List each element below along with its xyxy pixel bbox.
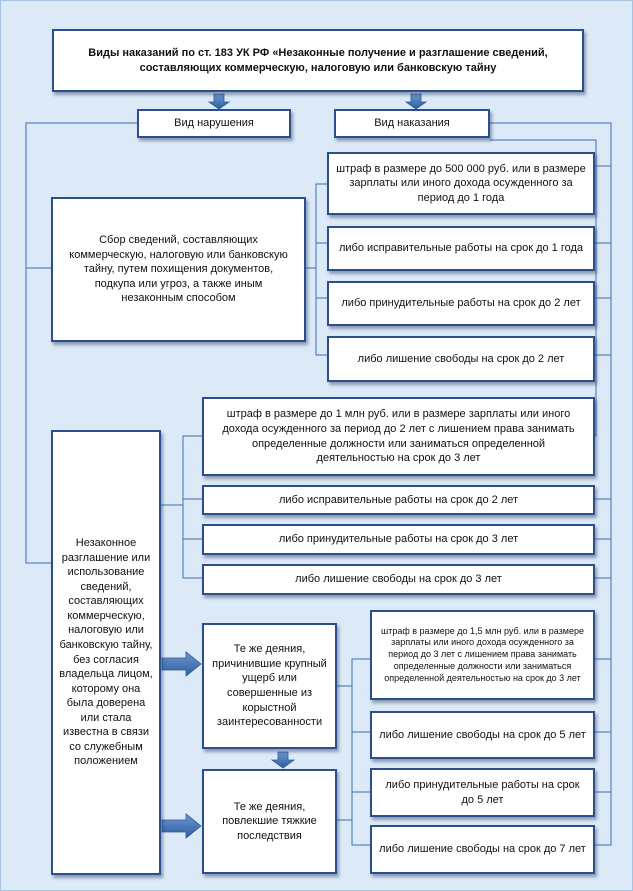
- arrow-right-1: [162, 652, 201, 676]
- bracket-2: [183, 436, 202, 578]
- bracket-3: [352, 659, 370, 845]
- punishment-2-forced-labor: либо принудительные работы на срок до 3 лет: [202, 524, 595, 555]
- arrow-down-right: [406, 94, 426, 109]
- bracket-1: [316, 184, 327, 355]
- punishment-1-correctional: либо исправительные работы на срок до 1 года: [327, 226, 595, 271]
- diagram-title: Виды наказаний по ст. 183 УК РФ «Незаконные получение и разглашение сведений, составляющих коммерческую, налоговую или банковскую тайну: [52, 29, 584, 92]
- header-violation-type: Вид нарушения: [137, 109, 291, 138]
- arrow-down-left: [209, 94, 229, 109]
- violation-disclosure-box: Незаконное разглашение или использование сведений, составляющих коммерческую, налоговую или банковскую тайну, без согласия владельца лицом, которому она была доверена или стала известна в связи со служебным положением: [51, 430, 161, 875]
- header-punishment-type: Вид наказания: [334, 109, 490, 138]
- punishment-4-imprisonment: либо лишение свободы на срок до 7 лет: [370, 825, 595, 874]
- punishment-2-imprisonment: либо лишение свободы на срок до 3 лет: [202, 564, 595, 595]
- punishment-1-fine: штраф в размере до 500 000 руб. или в размере зарплаты или иного дохода осужденного за период до 1 года: [327, 152, 595, 215]
- arrow-down-middle: [272, 752, 294, 768]
- punishment-1-forced-labor: либо принудительные работы на срок до 2 лет: [327, 281, 595, 326]
- punishment-3-imprisonment: либо лишение свободы на срок до 5 лет: [370, 711, 595, 759]
- punishment-3-fine: штраф в размере до 1,5 млн руб. или в размере зарплаты или иного дохода осужденного за период до 3 лет с лишением права занимать определенные должности или заниматься определенной деятельностью на срок до 3 лет: [370, 610, 595, 700]
- aggravated-large-damage-box: Те же деяния, причинившие крупный ущерб или совершенные из корыстной заинтересованности: [202, 623, 337, 749]
- aggravated-grave-consequences-box: Те же деяния, повлекшие тяжкие последствия: [202, 769, 337, 874]
- arrow-right-2: [162, 814, 201, 838]
- punishment-1-imprisonment: либо лишение свободы на срок до 2 лет: [327, 336, 595, 382]
- punishment-2-fine: штраф в размере до 1 млн руб. или в размере зарплаты или иного дохода осужденного за период до 2 лет с лишением права занимать определенные должности или заниматься определенной деятельностью на срок до 3 лет: [202, 397, 595, 476]
- punishment-3-forced-labor: либо принудительные работы на срок до 5 лет: [370, 768, 595, 817]
- punishment-2-correctional: либо исправительные работы на срок до 2 лет: [202, 485, 595, 515]
- violation-collection-box: Сбор сведений, составляющих коммерческую, налоговую или банковскую тайну, путем похищения документов, подкупа или угроз, а также иным незаконным способом: [51, 197, 306, 342]
